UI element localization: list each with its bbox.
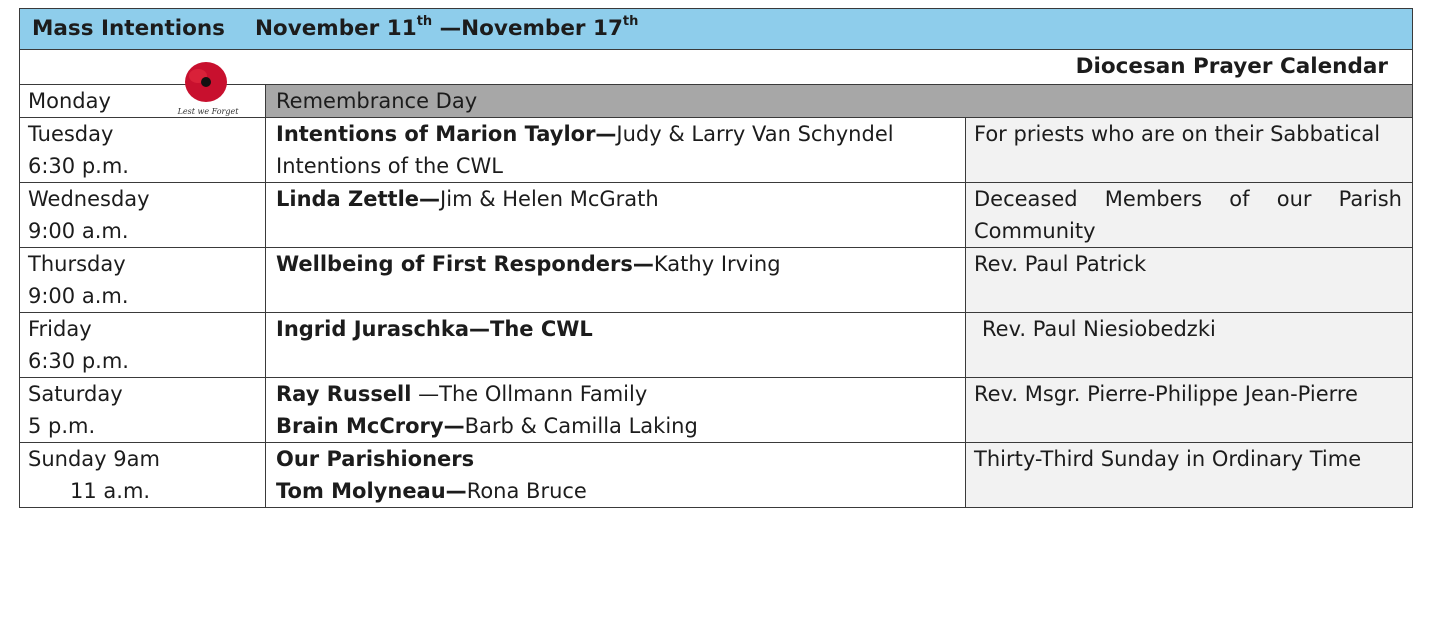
subheader-blank	[20, 50, 966, 85]
schedule-row	[20, 378, 1413, 443]
intention-line: Wellbeing of First Responders—Kathy Irving	[276, 252, 781, 276]
date-to-sup: th	[622, 14, 639, 29]
day-time: 6:30 p.m.	[28, 349, 129, 373]
intention-line: Linda Zettle—Jim & Helen McGrath	[276, 187, 659, 211]
schedule-row	[20, 118, 1413, 183]
title-text: Mass Intentions	[32, 16, 225, 41]
intention-line: Intentions of the CWL	[276, 154, 503, 178]
day-cell	[20, 313, 266, 378]
day-time: 6:30 p.m.	[28, 154, 129, 178]
day-time: 11 a.m.	[70, 479, 151, 503]
monday-day: Monday	[20, 85, 266, 118]
intention-line: Ray Russell —The Ollmann Family	[276, 382, 648, 406]
prayer-cell	[966, 313, 1413, 378]
day-time: 9:00 a.m.	[28, 284, 129, 308]
intentions-cell	[266, 118, 966, 183]
prayer-cell: Thirty-Third Sunday in Ordinary Time	[966, 443, 1413, 508]
prayer-cell: Rev. Msgr. Pierre-Philippe Jean-Pierre	[966, 378, 1413, 443]
schedule-row	[20, 183, 1413, 248]
prayer-cell: Deceased Members of our Parish Community	[966, 183, 1413, 248]
calendar-heading: Diocesan Prayer Calendar	[966, 50, 1413, 85]
monday-note: Remembrance Day	[266, 85, 1413, 118]
intentions-cell	[266, 248, 966, 313]
schedule-row	[20, 248, 1413, 313]
intentions-cell	[266, 443, 966, 508]
schedule-row	[20, 443, 1413, 508]
prayer-cell: For priests who are on their Sabbatical	[966, 118, 1413, 183]
schedule-row	[20, 313, 1413, 378]
day-cell	[20, 378, 266, 443]
day-name: Saturday	[28, 382, 123, 406]
poppy-flower-icon	[176, 58, 240, 120]
intention-line: Brain McCrory—Barb & Camilla Laking	[276, 414, 698, 438]
day-cell	[20, 443, 266, 508]
intention-line: Tom Molyneau—Rona Bruce	[276, 479, 587, 503]
day-name: Friday	[28, 317, 92, 341]
poppy-caption: Lest we Forget	[177, 107, 239, 116]
date-to: November 17	[461, 16, 623, 41]
date-from-sup: th	[416, 14, 433, 29]
title-row	[20, 9, 1413, 50]
day-cell	[20, 118, 266, 183]
intentions-cell	[266, 183, 966, 248]
prayer-cell: Rev. Paul Patrick	[966, 248, 1413, 313]
day-name: Tuesday	[28, 122, 114, 146]
day-name: Thursday	[28, 252, 126, 276]
intention-line: Ingrid Juraschka—The CWL	[276, 317, 593, 341]
intention-line: Our Parishioners	[276, 447, 475, 471]
intentions-cell	[266, 313, 966, 378]
day-name: Wednesday	[28, 187, 150, 211]
prayer-text: Rev. Paul Niesiobedzki	[982, 317, 1216, 341]
day-name: Sunday 9am	[28, 447, 160, 471]
day-cell	[20, 248, 266, 313]
intentions-cell	[266, 378, 966, 443]
title-cell	[20, 9, 1413, 50]
intention-line: Intentions of Marion Taylor—Judy & Larry Van Schyndel	[276, 122, 894, 146]
date-from: November 11	[254, 16, 417, 41]
day-time: 5 p.m.	[28, 414, 96, 438]
day-cell	[20, 183, 266, 248]
day-time: 9:00 a.m.	[28, 219, 129, 243]
date-dash: —	[432, 16, 462, 41]
poppy-center	[201, 77, 211, 87]
